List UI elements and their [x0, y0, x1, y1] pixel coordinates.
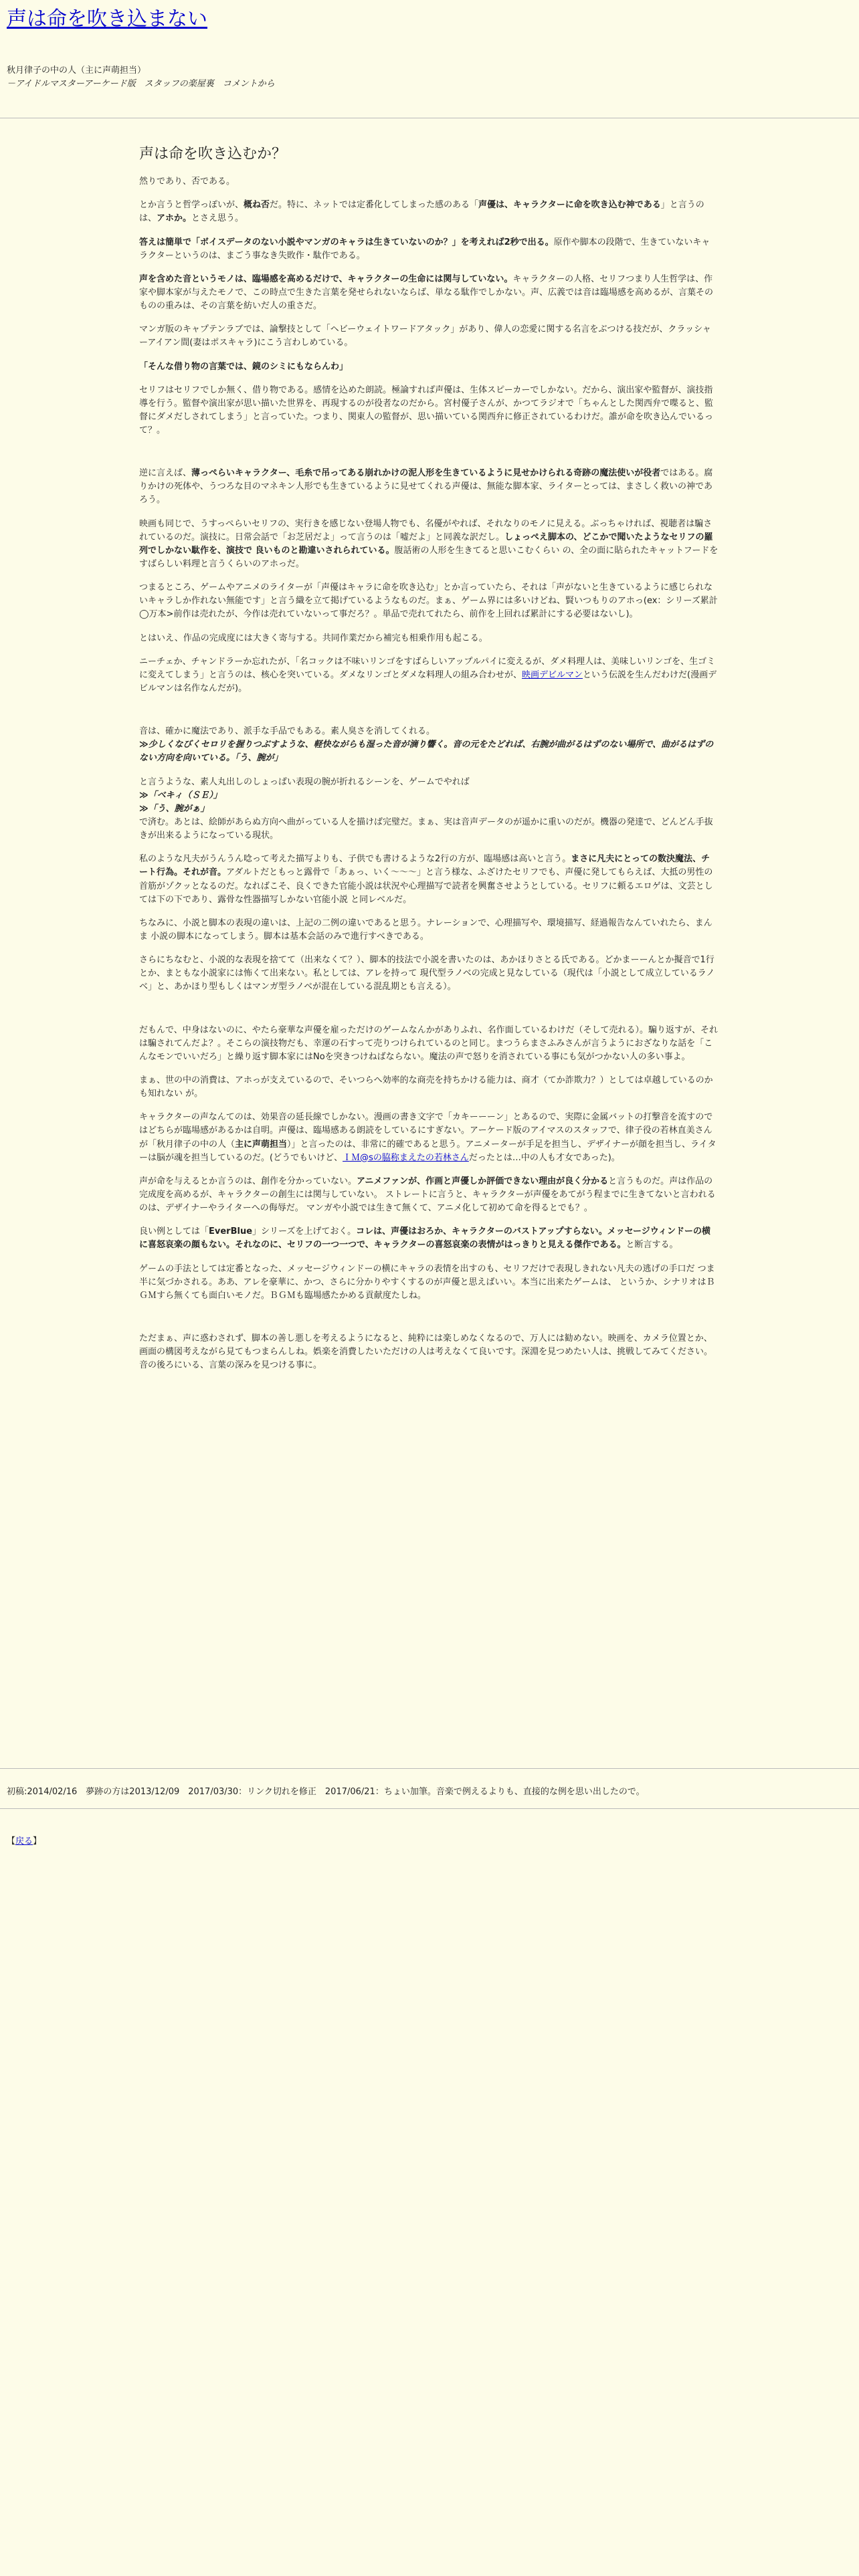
paragraph: [139, 1175, 719, 1215]
text-run: 私のような凡夫がうんうん唸って考えた描写よりも、子供でも書けるような2行の方が、臨場感は高いと言う。: [139, 854, 571, 865]
paragraph: [139, 1111, 719, 1165]
text-run: と断言する。: [626, 1240, 678, 1251]
text-run: 原作や脚本の段階で、生きていないキャラクターというのは、まごう事なき失敗作・駄作である。: [139, 237, 710, 261]
paragraph: [139, 917, 719, 944]
paragraph-text: [139, 777, 470, 787]
text-run: 」と言うのは、: [139, 200, 704, 224]
inline-link[interactable]: 映画デビルマン: [522, 669, 583, 680]
text-run: 声が命を与えるとか言うのは、創作を分かっていない。: [139, 1176, 357, 1186]
text-run: だもんで、中身はないのに、やたら豪華な声優を雇っただけのゲームなんかがありふれ、名作面しているわけだ（そして売れる）。騙り返すが、それは騙されてんだよ？。そこらの演技物だも、幸運の石すって売りつけられているのと同じ。まつうらまさふみさんが言うようにおざなりな話を「こんなモンでいいだろ」と繰り返す脚本家にはNoを突きつけねばならない。魔法の声で怒りを消されている事にも気がつかない人の多い事よ。: [139, 1025, 719, 1062]
paragraph: [139, 853, 719, 907]
text-run: アダルトだともっと露骨で「あぁっ、いく～～～」と言う様な、ふざけたセリフでも、声優に発してもらえば、大抵の男性の首筋がゾクッとなるのだ。なればこそ、良くできた官能小説は状況や心理描写で読者を興奮させようとしている。セリフに頼るエロゲは、文芸としては下の下であり、露骨な性器描写しかない官能小説 と同レベルだ。: [139, 867, 713, 905]
text-run: キャラクターの人格、セリフつまり人生哲学は、作家や脚本家が与えたモノで、この時点で生きた言葉を発せられないならば、単なる駄作でしかない。声、広義では音は臨場感を高めるが、言葉そのものの重みは、その言葉を紡いだ人の重さだ。: [139, 274, 714, 312]
text-run: 」シリーズを上げておく。: [252, 1226, 357, 1237]
example-quote: ≫「ベキィ（ＳＥ）」: [139, 790, 222, 800]
paragraph: [139, 384, 719, 438]
emphasis-text: 主に声萌担当: [235, 1139, 288, 1150]
paragraph: [139, 1024, 719, 1064]
emphasis-text: 「そんな借り物の言葉では、鏡のシミにもならんわ」: [139, 361, 349, 372]
paragraph: [139, 1263, 719, 1303]
text-run: とか言うと哲学っぽいが、: [139, 200, 244, 211]
emphasis-text: 声を含めた音というモノは、臨場感を高めるだけで、キャラクターの生命には関与していない。: [139, 274, 513, 284]
emphasis-text: 答えは簡単で「ボイスデータのない小説やマンガのキャラは生きていないのか？」を考えれば2秒で出る。: [139, 237, 554, 247]
text-run: ではある。腐りかけの死体や、うつろな目のマネキン人形でも生きているように見せてくれる声優は、無能な脚本家、ライターとっては、まさしく救いの神であろう。: [139, 468, 713, 506]
text-run: ニーチェか、チャンドラーか忘れたが、「名コックは不味いリンゴをすばらしいアップルパイに変えるが、ダメ料理人は、美味しいリンゴを、生ゴミに変えてしまう」と言うのは、核心を突いている。ダメなリンゴとダメな料理人の組み合わせが、: [139, 656, 716, 680]
emphasis-text: EverBlue: [209, 1226, 253, 1237]
text-run: つまるところ、ゲームやアニメのライターが「声優はキャラに命を吹き込む」とか言っていたら、それは「声がないと生きているように感じられないキャラしか作れない無能です」と言う織を立て掲げているようなものだ。まぁ、ゲーム界には多いけどね、賢いつもりのアホっ(ex：シリーズ累計◯万本>前作は売れたが、今作は売れていないって事だろ？。単品で売れてれたら、前作を上回れば累計にする必要はないし)。: [139, 582, 718, 620]
text-run: 音は、確かに魔法であり、派手な手品でもある。素人臭さを消してくれる。: [139, 726, 436, 737]
text-run: 映画も同じで、うすっぺらいセリフの、実行きを感じない登場人物でも、名優がやれば、それなりのモノに見える。ぶっちゃければ、視聴者は騙されているのだ。演技に。日常会話で「お芝居だよ」って言うのは「嘘だよ」と同義な訳だし。: [139, 518, 712, 542]
article: [139, 143, 719, 1382]
bottom-divider: [0, 1808, 859, 1809]
header-meta: [7, 64, 275, 91]
bracket-close: 】: [33, 1836, 42, 1846]
back-link[interactable]: 戻る: [15, 1836, 33, 1846]
text-run: とはいえ、作品の完成度には大きく寄与する。共同作業だから補完も相乗作用も起こる。: [139, 633, 488, 643]
emphasis-text: アニメファンが、作画と声優しか評価できない理由が良く分かる: [357, 1176, 609, 1186]
paragraph: [139, 467, 719, 507]
text-run: だったとは…中の人も才女であった)。: [468, 1152, 620, 1163]
text-run: ）」と言ったのは、非常に的確であると思う。アニメーターが手足を担当し、デザイナーが顔を担当し、ライターは脳が魂を担当しているのだ。(どうでもいけど、: [139, 1139, 717, 1163]
text-run: さらにちなむと、小説的な表現を捨てて（出来なくて？）、脚本的技法で小説を書いたのは、あかほりさとる氏である。どかまーーんとか擬音で1行とか、まともな小説家には怖くて出来ない。私としては、アレを持って 現代型ラノベの完成と見なしている（現代は「小説として成立しているラノベ」と、あかほり型もしくはマンガ型ラノベが混在している混乱期とも言える）。: [139, 955, 715, 992]
paragraph: [139, 323, 719, 350]
text-run: 逆に言えば、: [139, 468, 192, 479]
text-run: だ。特に、ネットでは定番化してしまった感のある「: [270, 200, 479, 211]
paragraph-text: [139, 726, 435, 736]
emphasis-text: アホか。: [157, 213, 192, 224]
emphasis-text: しょっぺえ脚本の、どこかで聞いたようなセリフの羅列でしかない駄作を、演技で 良いものと勘違いされられている。: [139, 532, 713, 556]
text-run: ちなみに、小説と脚本の表現の違いは、上記の二例の違いであると思う。ナレーションで、心理描写や、環境描写、経過報告なんていれたら、まんま 小説の脚本になってしまう。脚本は基本会話のみで進行すべきである。: [139, 918, 712, 942]
paragraph: [139, 776, 719, 843]
text-run: と言うものだ。声は作品の完成度を高めるが、キャラクターの創生には関与していない。 ストレートに言うと、キャラクターが声優をあてがう程までに生きてないと言われるのは、デザイナーやライターへの侮辱だ。 マンガや小説では生きて無くて、アニメ化して初めて命を得るとでも？。: [139, 1176, 716, 1214]
paragraph: [139, 236, 719, 263]
text-run: 良い例としては「: [139, 1226, 209, 1237]
paragraph: [139, 518, 719, 572]
emphasis-text: 声優は、キャラクターに命を吹き込む神である: [478, 200, 661, 211]
site-title-link[interactable]: 声は命を吹き込まない: [7, 7, 207, 31]
bottom-divider: [0, 1768, 859, 1769]
inline-link[interactable]: ＩＭ@sの脇称まえたの若林さん: [343, 1152, 469, 1163]
pull-quote: [139, 360, 719, 374]
author-line: 秋月律子の中の人（主に声萌担当）: [7, 66, 147, 76]
emphasis-text: 概ね否: [244, 200, 270, 211]
article-title: 声は命を吹き込むか？: [139, 146, 287, 163]
emphasis-text: 薄っぺらいキャラクター、毛糸で吊ってある崩れかけの泥人形を生きているように見せかけられる奇跡の魔法使いが役者: [191, 468, 661, 479]
subtitle-line: －アイドルマスターアーケード版 スタッフの楽屋裏 コメントから: [7, 79, 275, 90]
text-run: とさえ思う。: [191, 213, 244, 224]
text-run: ゲームの手法としては定番となった、メッセージウィンドーの横にキャラの表情を出すのも、セリフだけで表現しきれない凡夫の逃げの手口だ つま半に気づかされる。ああ、アレを豪華に、かつ、さらに分かりやすくするのが声優と思えばいい。本当に出来たゲームは、 というか、シナリオはＢＧＭすら無くても面白いモノだ。ＢＧＭも臨場感たかめる貢献度たしね。: [139, 1263, 715, 1301]
text-run: 腹話術の人形を生きてると思いこむくらい の、全の面に貼られたキャットフードをすばらしい料理と言うくらいのアホっだ。: [139, 545, 719, 570]
paragraph: [139, 655, 719, 695]
paragraph: [139, 273, 719, 313]
text-run: セリフはセリフでしか無く、借り物である。感情を込めた朗読。極論すれば声優は、生体スピーカーでしかない。だから、演出家や監督が、演技指導を行う。監督や演出家が思い描いた世界を、再現するのが役者なのだから。宮村優子さんが、かつてラジオで「ちゃんとした関西弁で喋ると、監督にダメだしされてしまう」と言っていた。つまり、関東人の監督が、思い描いている関西弁に修正されているわけだ。誰が命を吹き込んでいるって？。: [139, 385, 714, 436]
text-run: まぁ、世の中の消費は、アホっが支えているので、そいつらへ効率的な商売を持ちかける能力は、商才（てか詐欺力？）としては卓越しているのかも知れない が。: [139, 1075, 713, 1099]
paragraph: [139, 1332, 719, 1372]
paragraph: 然りであり、否である。: [139, 177, 235, 187]
bracket-open: 【: [7, 1836, 16, 1846]
paragraph-text: で済む。あとは、絵師があらぬ方向へ曲がっている人を描けば完璧だ。まぁ、実は音声データのが遥かに重いのだが。機器の発達で、どんどん手抜きが出来るようになっている現状。: [139, 817, 713, 841]
text-run: という伝説を生んだわけだ(漫画デビルマンは名作なんだが)。: [139, 669, 717, 694]
paragraph: [139, 954, 719, 994]
emphasis-text: まさに凡夫にとっての数決魔法、チート行為。それが音。: [139, 854, 710, 878]
paragraph: [139, 199, 719, 225]
paragraph: [139, 1225, 719, 1252]
site-title: [7, 4, 207, 35]
back-nav: [7, 1835, 41, 1848]
paragraph: [139, 725, 719, 765]
emphasis-text: コレは、声優はおろか、キャラクターのバストアップすらない。メッセージウィンドーの横に喜怒哀楽の顔もない。それなのに、セリフの一つ一つで、キャラクターの喜怒哀楽の表情がはっきりと見える傑作である。: [139, 1226, 711, 1251]
example-quote: ≫「う、腕がぁ」: [139, 803, 209, 814]
example-quote: ≫少しくなびくセロリを握りつぶすような、軽快ながらも湿った音が滴り響く。音の元をたどれば、右腕が曲がるはずのない場所で、曲がるはずのない方向を向いている。「う、腕が」: [139, 740, 714, 764]
text-run: ただまぁ、声に惑わされず、脚本の善し悪しを考えるようになると、純粋には楽しめなくなるので、万人には勧めない。映画を、カメラ位置とか、画面の構図考えながら見てもつまらんしね。娯楽を消費したいただけの人は考えなくて良いです。深淵を見つめたい人は、挑戦してみてください。音の後ろにいる、言葉の深みを見つける事に。: [139, 1333, 712, 1371]
text-run: と言うような、素人丸出しのしょっぱい表現の腕が折れるシーンを、ゲームでやれば: [139, 776, 470, 787]
paragraph: [139, 1074, 719, 1101]
text-run: キャラクターの声なんてのは、効果音の延長線でしかない。漫画の書き文字で「カキーーーン」とあるので、実際に金属バットの打撃音を流すのではどちらが臨場感があるかは自明。声優は、臨場感ある朗読をしているにすぎない。アーケード版のアイマスのスタッフで、律子役の若林直美さんが「秋月律子の中の人（: [139, 1112, 713, 1150]
text-run: マンガ版のキャプテンラブでは、論撃技として「ヘビーウェイトワードアタック」があり、偉人の恋愛に関する名言をぶつける技だが、クラッシャーアイアン間(妻はポスキャラ)にこう言わしめている。: [139, 324, 711, 348]
paragraph: [139, 632, 719, 645]
revision-history: 初稿:2014/02/16 夢跡の方は2013/12/09 2017/03/30：リンク切れを修正 2017/06/21：ちょい加筆。音楽で例えるよりも、直接的な例を思い出したので。: [7, 1787, 645, 1797]
paragraph: [139, 581, 719, 621]
